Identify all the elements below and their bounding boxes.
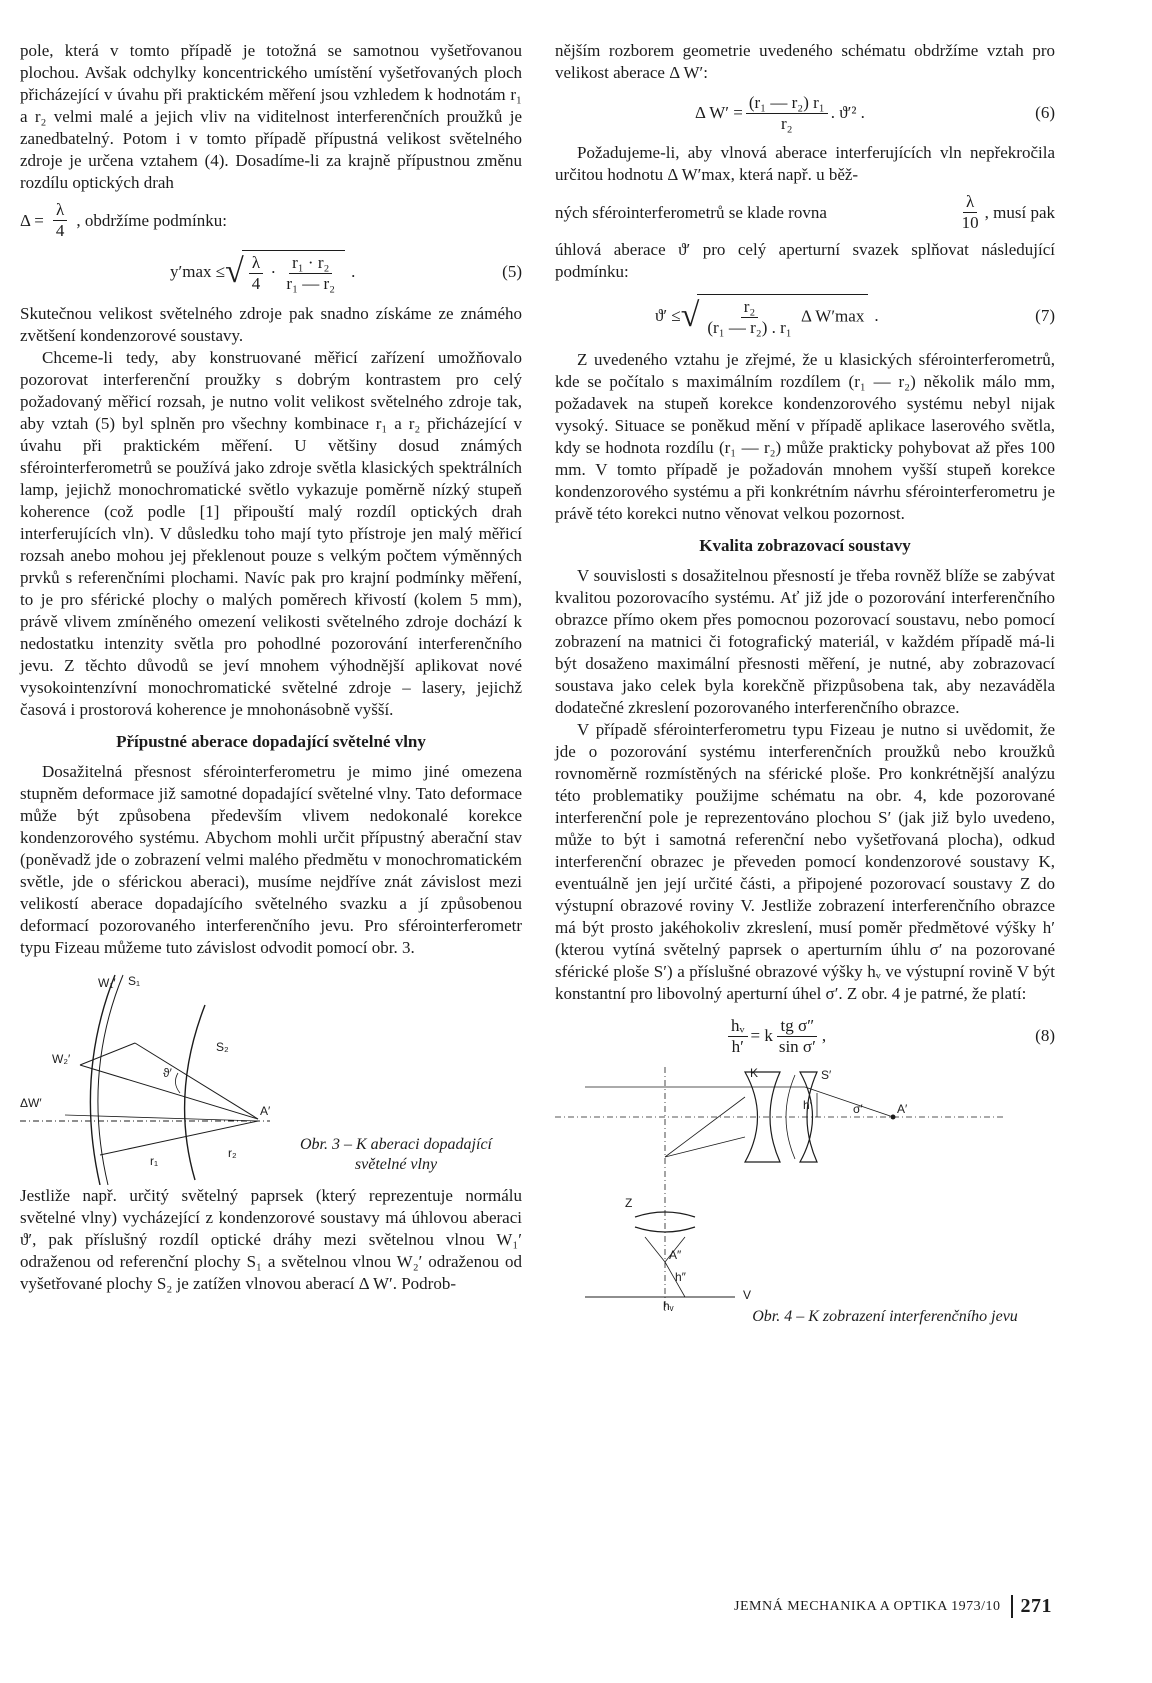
label-s1: S₁ (128, 974, 141, 988)
label-s2: S₂ (216, 1040, 229, 1054)
label-a: A′ (260, 1104, 270, 1118)
label-z: Z (625, 1196, 633, 1210)
figure-4 (555, 1067, 1055, 1337)
equation-number: (8) (1035, 1026, 1055, 1045)
label-k: K (750, 1067, 759, 1080)
page-footer (734, 1595, 1052, 1618)
paragraph: Z uvedeného vztahu je zřejmé, že u klasických sférointerferometrů, kde se počítalo s maximálním rozdílem (r₁ — r₂) několik málo mm, požadavek na stupeň korekce kondenzorového systému nebyl nijak vysoký. Situace se poněkud mění v případě aplikace laserového světla, kdy se hodnota rozdílu (r₁ — r₂) může prakticky pohybovat až přes 100 mm. V tomto případě je požadován mnohem vyšší stupeň korekce kondenzorového systému a při konkrétním návrhu sférointerferometru je právě této korekci nutno věnovat velkou pozornost. (555, 350, 1055, 523)
section-heading: Kvalita zobrazovací soustavy (699, 536, 911, 555)
journal-name: JEMNÁ MECHANIKA A OPTIKA 1973/10 (734, 1598, 1001, 1614)
equation-5: y′max ≤ √ $\frac{\lambda}{4}$ · $\frac{\text{r₁ · r₂}}{\text{r₁ — r₂}}$ . (5) (20, 247, 522, 297)
paragraph: Chceme-li tedy, aby konstruované měřicí zařízení umožňovalo pozorovat interferenční proužky s dobrým kontrastem pro celý požadovaný měřicí rozsah, je nutno volit velikost světelného zdroje tak, aby vztah (5) byl splněn pro všechny kombinace r₁ a r₂ přicházející v úvahu při praktickém měření. U většiny dosud známých sférointerferometrů se používá jako zdroje světla klasických spektrálních lamp, jejichž monochromatické světlo vykazuje poměrně nízký stupeň koherence (což podle [1] připouští malý rozdíl optických drah interferujících vln). V důsledku toho mají tyto přístroje jen malý měřicí rozsah anebo mohou jej překlenout pouze s velkým počtem výměnných prvků s referenčními plochami. Navíc pak pro krajní podmínky měření, to je pro sférické plochy o malých poměrech křivostí (kolem 5 mm), právě vlivem zmíněného omezení velikosti světelného zdroje dochází k nedostatku intenzity světla pro pohodlné pozorování interferenčního jevu. Z těchto důvodů se jeví mnohem výhodnější aplikovat nové vysokointenzívní monochromatické světelné zdroje – lasery, jejichž časová i prostorová koherence je mnohonásobně vyšší. (20, 348, 522, 719)
figure-3-diagram (20, 965, 270, 1185)
label-h2: h″ (675, 1270, 686, 1284)
equation-7: ϑ′ ≤ √ $\frac{\text{r₂}}{\text{(r₁ — r₂) . r₁}}$ Δ W′max . (7) (555, 289, 1055, 343)
figure-3-caption: Obr. 3 – K aberaci dopadající světelné vlny (300, 1136, 492, 1173)
figure-4-caption: Obr. 4 – K zobrazení interferenčního jevu (752, 1308, 1018, 1325)
equation-number: (7) (1035, 306, 1055, 325)
figure-4-diagram (555, 1067, 1055, 1312)
label-w2: W₂′ (52, 1052, 71, 1066)
label-h: h′ (803, 1098, 812, 1112)
left-column (20, 40, 522, 1295)
paragraph: Skutečnou velikost světelného zdroje pak snadno získáme ze známého zvětšení kondenzorové soustavy. (20, 304, 522, 345)
equation-number: (5) (502, 262, 522, 281)
figure-3 (20, 965, 522, 1185)
page-number: 271 (1011, 1595, 1053, 1618)
label-a2: A″ (669, 1248, 682, 1262)
lambda-ten-line: ných sférointerferometrů se klade rovna $\frac{\lambda}{10}$ , musí pak (555, 192, 1055, 232)
paragraph: V případě sférointerferometru typu Fizeau je nutno si uvědomit, že jde o pozorování systému interferenčních proužků nebo kroužků rovnoměrně rozmístěných na sférické ploše. Pro konkrétnější analýzu této problematiky použijme schématu na obr. 4, kde pozorované interferenční pole je reprezentováno plochou S′ (jak již bylo uvedeno, může to být i samotná referenční nebo vyšetřovaná plocha), odkud interferenční obrazec je převeden pomocí kondenzorové soustavy K, eventuálně jen její určité části, a připojené pozorovací soustavy Z do výstupní obrazové roviny V. Jestliže zobrazení interferenčního obrazce má být prosto jakéhokoliv zkreslení, musí poměr předmětové výšky h′ (kterou vytíná světelný paprsek o aperturním úhlu σ′ na pozorované sférické ploše S′) a příslušné obrazové výšky hᵥ ve výstupní rovině V být konstantní pro libovolný aperturní úhel σ′. Z obr. 4 je patrné, že platí: (555, 720, 1055, 1003)
equation-8: $\frac{\text{hᵥ}}{h'}$ = k $\frac{\text{tg σ″}}{\text{sin σ′}}$ , (8) (555, 1011, 1055, 1061)
label-v: V (743, 1288, 752, 1302)
label-w1: W₁′ (98, 976, 116, 990)
section-heading: Přípustné aberace dopadající světelné vlny (116, 732, 426, 751)
paragraph: Jestliže např. určitý světelný paprsek (který reprezentuje normálu světelné vlny) vycházející z kondenzorové soustavy má úhlovou aberaci ϑ′, pak příslušný rozdíl optické dráhy mezi světelnou vlnou W₁′ odraženou od referenční plochy S₁ a světelnou vlnou W₂′ odraženou od vyšetřované plochy S₂ je zatížen vlnovou aberací Δ W′. Podrob- (20, 1186, 522, 1293)
label-hv: hᵥ (663, 1299, 674, 1312)
label-a: A′ (897, 1102, 908, 1116)
paragraph: Požadujeme-li, aby vlnová aberace interferujících vln nepřekročila určitou hodnotu Δ W′max, která např. u běž- (555, 143, 1055, 184)
label-r1: r₁ (150, 1154, 159, 1168)
paragraph: Dosažitelná přesnost sférointerferometru je mimo jiné omezena stupněm deformace již samotné dopadající světelné vlny. Tato deformace může být způsobena především vlivem nedokonalé korekce kondenzorového systému. Abychom mohli určit přípustný aberační stav (poněvadž jde o zobrazení velmi malého předmětu v monochromatickém světle, jde o sférickou aberaci), musíme nejdříve znát závislost mezi velikostí aberace dopadajícího světelného svazku a jí způsobenou deformací pozorovaného interferenčního jevu. Pro sférointerferometr typu Fizeau můžeme tuto závislost odvodit pomocí obr. 3. (20, 762, 522, 957)
label-s: S′ (821, 1068, 832, 1082)
equation-6: Δ W′ = $\frac{\text{(r₁ — r₂) r₁}}{\text{r₂}}$ . ϑ′² . (6) (695, 92, 1055, 133)
delta-equation: Δ = $\frac{\lambda}{4}$ , obdržíme podmínku: (20, 200, 227, 240)
equation-number: (6) (1035, 103, 1055, 122)
paragraph: úhlová aberace ϑ′ pro celý aperturní svazek splňovat následující podmínku: (555, 240, 1055, 281)
label-r2: r₂ (228, 1146, 237, 1160)
paragraph: V souvislosti s dosažitelnou přesností je třeba rovněž blíže se zabývat kvalitou pozorovacího systému. Ať již jde o pozorování interferenčního obrazce přímo okem přes pomocnou pozorovací soustavu, nebo pomocí zobrazení na matnici či fotografický materiál, v každém případě má-li být dosaženo maximální přesnosti měření, je nutné, aby zobrazovací soustava jako celek byla korekčně přizpůsobena tak, aby nezaváděla dodatečné zkreslení pozorovaného interferenčního obrazce. (555, 566, 1055, 717)
right-column (555, 40, 1055, 1337)
label-theta: ϑ′ (163, 1066, 172, 1080)
paragraph: nějším rozborem geometrie uvedeného schématu obdržíme vztah pro velikost aberace Δ W′: (555, 41, 1055, 82)
paragraph: pole, která v tomto případě je totožná se samotnou vyšetřovanou plochou. Avšak odchylky koncentrického umístění vyšetřovaných ploch přicházející v úvahu při praktickém měření jsou vzhledem k hodnotám r₁ a r₂ velmi malé a jejich vliv na viditelnost interferenčních proužků je zanedbatelný. Potom i v tomto případě přípustná velikost světelného zdroje je určena vztahem (4). Dosadíme-li za krajně přípustnou změnu rozdílu optických drah (20, 41, 522, 192)
label-dw: ΔW′ (20, 1096, 42, 1110)
label-sigma: σ′ (853, 1102, 863, 1116)
